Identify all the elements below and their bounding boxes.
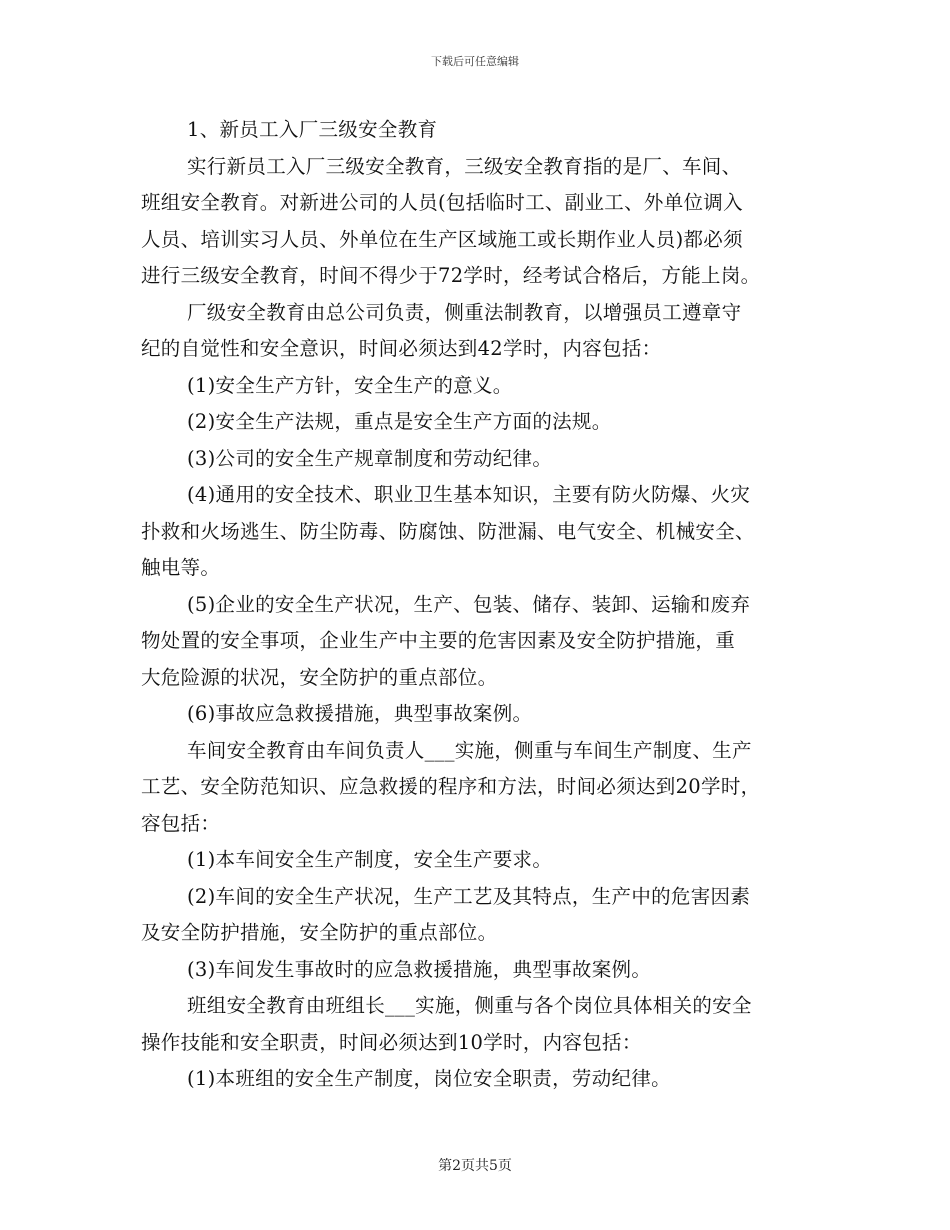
text-line: 车间安全教育由车间负责人___实施，侧重与车间生产制度、生产 [187,738,752,762]
text-line: 工艺、安全防范知识、应急救援的程序和方法，时间必须达到20学时， [141,775,761,798]
text-line: (1)本班组的安全生产制度，岗位安全职责，劳动纪律。 [187,1067,671,1090]
text-line: (2)安全生产法规，重点是安全生产方面的法规。 [187,410,612,433]
text-line: (2)车间的安全生产状况，生产工艺及其特点，生产中的危害因素 [187,884,751,908]
text-line: (1)安全生产方针，安全生产的意义。 [187,373,513,397]
text-line: 实行新员工入厂三级安全教育，三级安全教育指的是厂、车间、 [187,154,742,178]
text-line: (3)车间发生事故时的应急救援措施，典型事故案例。 [187,957,652,981]
text-line: 班组安全教育。对新进公司的人员(包括临时工、副业工、外单位调入 [141,191,743,214]
text-line: (3)公司的安全生产规章制度和劳动纪律。 [187,446,553,470]
text-line: 纪的自觉性和安全意识，时间必须达到42学时，内容包括： [141,337,662,360]
page-header: 下载后可任意编辑 [431,55,519,68]
text-line: 人员、培训实习人员、外单位在生产区域施工或长期作业人员)都必须 [141,227,743,251]
text-line: 触电等。 [141,556,221,579]
text-line: 进行三级安全教育，时间不得少于72学时，经考试合格后，方能上岗。 [141,264,761,287]
text-line: 班组安全教育由班组长___实施，侧重与各个岗位具体相关的安全 [187,994,752,1017]
text-line: 1、新员工入厂三级安全教育 [187,118,438,141]
text-line: (6)事故应急救援措施，典型事故案例。 [187,702,533,725]
text-line: (4)通用的安全技术、职业卫生基本知识，主要有防火防爆、火灾 [187,483,751,506]
document-body [141,112,817,1098]
text-line: 厂级安全教育由总公司负责，侧重法制教育，以增强员工遵章守 [187,300,742,324]
text-line: 扑救和火场逃生、防尘防毒、防腐蚀、防泄漏、电气安全、机械安全、 [141,519,755,543]
text-line: 操作技能和安全职责，时间必须达到10学时，内容包括： [141,1030,642,1054]
text-line: 大危险源的状况，安全防护的重点部位。 [141,665,498,689]
text-line: (1)本车间安全生产制度，安全生产要求。 [187,848,553,871]
text-line: 及安全防护措施，安全防护的重点部位。 [141,921,498,944]
text-line: (5)企业的安全生产状况，生产、包装、储存、装卸、运输和废弃 [187,592,751,616]
page-footer: 第2页共5页 [438,1158,512,1174]
text-line: 容包括： [141,811,221,835]
text-line: 物处置的安全事项，企业生产中主要的危害因素及安全防护措施，重 [141,629,736,652]
